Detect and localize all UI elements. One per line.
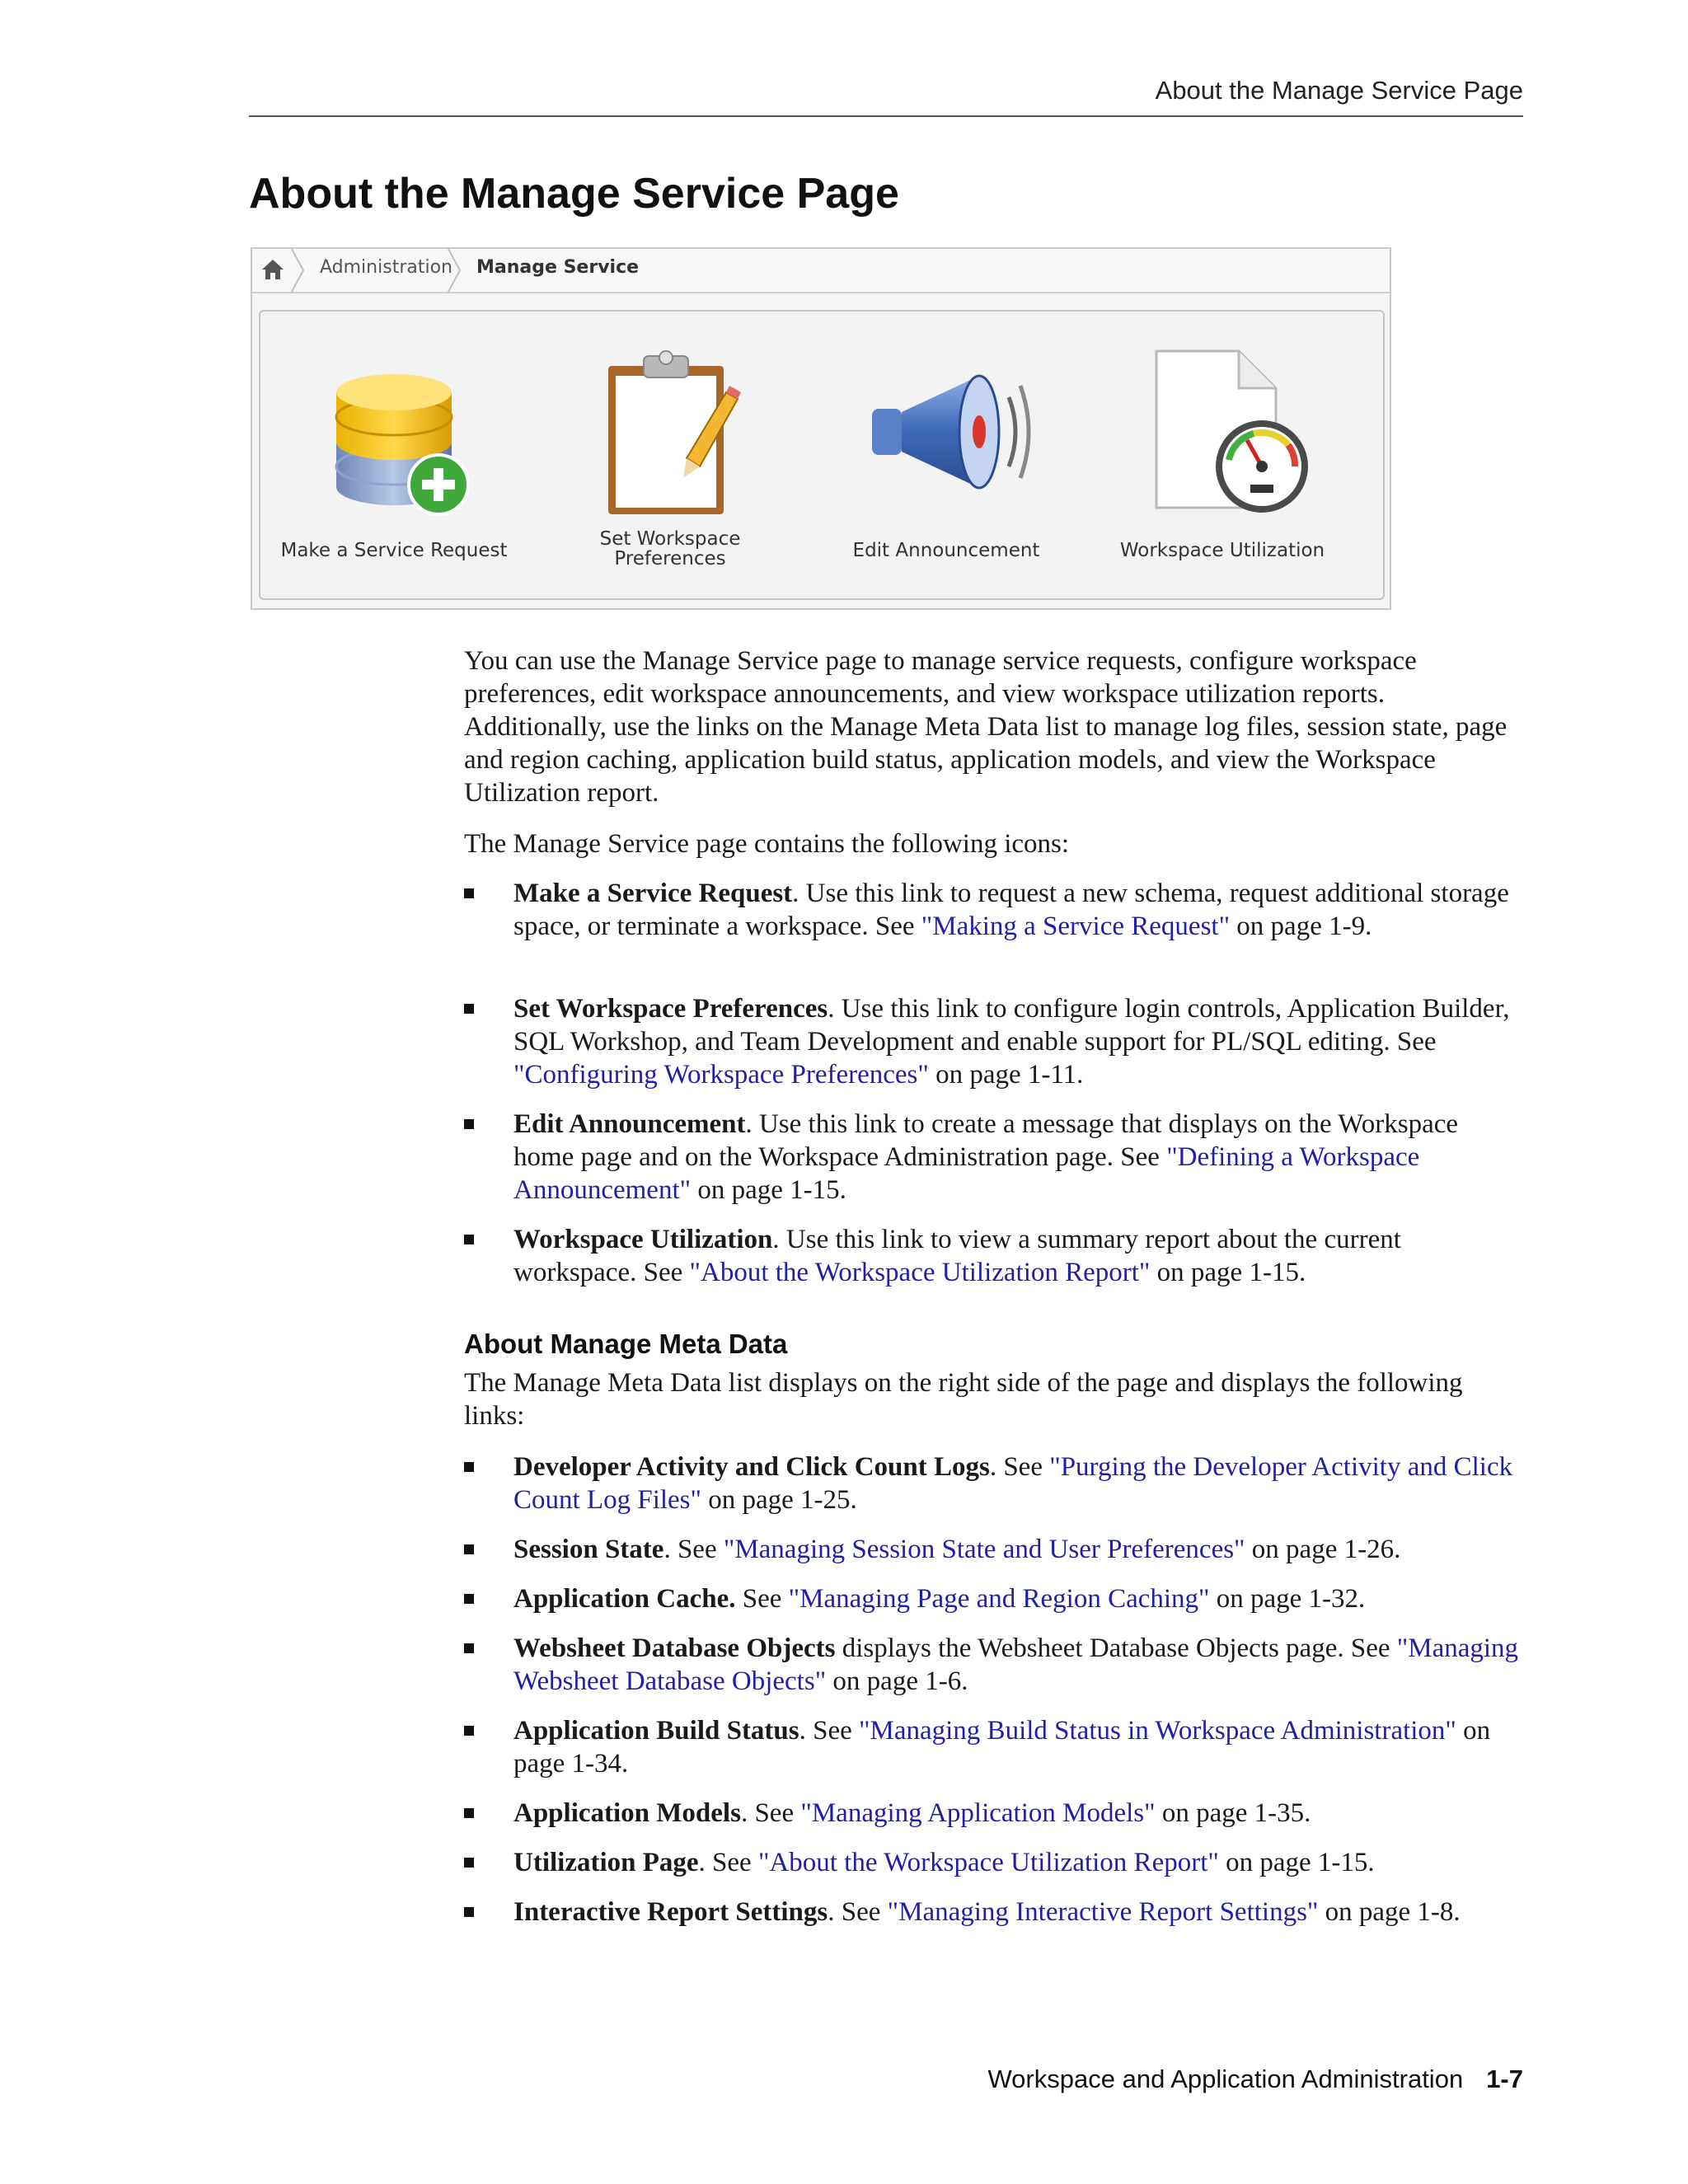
list-text: . Use this link to configure login controls, Application Builder, SQL Workshop, and Team Development and enable support for PL/SQL editing. See bbox=[513, 994, 1510, 1057]
list-text: on page 1-15. bbox=[1218, 1848, 1375, 1877]
bullet-icon bbox=[464, 1544, 474, 1554]
database-add-icon bbox=[303, 343, 485, 524]
list-text: on page 1-9. bbox=[1230, 912, 1372, 941]
tile-label: Edit Announcement bbox=[852, 540, 1040, 561]
breadcrumb-separator-icon bbox=[447, 249, 462, 292]
list-text: . See bbox=[989, 1452, 1050, 1482]
tile-set-workspace-preferences[interactable] bbox=[546, 312, 794, 602]
cross-reference-link[interactable]: "Managing Interactive Report Settings" bbox=[887, 1897, 1319, 1927]
bullet-icon bbox=[464, 1808, 474, 1818]
cross-reference-link[interactable]: "Managing Websheet Database Objects" bbox=[513, 1633, 1519, 1696]
list-text: . See bbox=[740, 1798, 801, 1828]
page-footer bbox=[249, 2064, 1523, 2094]
tile-make-service-request[interactable] bbox=[270, 312, 518, 602]
section-heading: About Manage Meta Data bbox=[464, 1329, 788, 1359]
cross-reference-link[interactable]: "About the Workspace Utilization Report" bbox=[689, 1258, 1151, 1287]
home-icon[interactable] bbox=[259, 255, 287, 284]
manage-service-icons-panel bbox=[259, 310, 1385, 600]
tile-label: Make a Service Request bbox=[280, 540, 508, 561]
list-text: . See bbox=[698, 1848, 758, 1877]
bullet-icon bbox=[464, 1643, 474, 1653]
bullet-icon bbox=[464, 1235, 474, 1244]
cross-reference-link[interactable]: "Managing Page and Region Caching" bbox=[788, 1584, 1210, 1614]
footer-section-title: Workspace and Application Administration bbox=[987, 2064, 1464, 2093]
cross-reference-link[interactable]: "Purging the Developer Activity and Click Count Log Files" bbox=[513, 1452, 1513, 1515]
list-text: . Use this link to request a new schema, request additional storage space, or terminate a workspace. See bbox=[513, 879, 1509, 941]
list-term: Edit Announcement bbox=[513, 1109, 746, 1139]
list-text: displays the Websheet Database Objects page. See bbox=[835, 1633, 1397, 1663]
cross-reference-link[interactable]: "Managing Session State and User Preferences" bbox=[723, 1535, 1245, 1564]
list-term: Application Cache. bbox=[513, 1584, 736, 1614]
list-text: on page 1-11. bbox=[928, 1060, 1084, 1090]
list-text: on page 1-26. bbox=[1245, 1535, 1401, 1564]
list-term: Application Build Status bbox=[513, 1716, 799, 1746]
bullet-icon bbox=[464, 1726, 474, 1736]
cross-reference-link[interactable]: "About the Workspace Utilization Report" bbox=[757, 1848, 1219, 1877]
bullet-icon bbox=[464, 1858, 474, 1868]
list-text: . Use this link to create a message that displays on the Workspace home page and on the Workspace Administration page. See bbox=[513, 1109, 1459, 1172]
cross-reference-link[interactable]: "Configuring Workspace Preferences" bbox=[513, 1060, 929, 1090]
tile-label-line2: Preferences bbox=[614, 548, 726, 569]
list-term: Application Models bbox=[513, 1798, 741, 1828]
cross-reference-link[interactable]: "Defining a Workspace Announcement" bbox=[513, 1142, 1420, 1205]
running-head: About the Manage Service Page bbox=[1155, 76, 1523, 105]
document-gauge-icon bbox=[1132, 343, 1313, 524]
tile-label-line1: Set Workspace bbox=[599, 528, 741, 550]
list-text: on page 1-8. bbox=[1318, 1897, 1461, 1927]
cross-reference-link[interactable]: "Managing Build Status in Workspace Administration" bbox=[859, 1716, 1456, 1746]
list-term: Session State bbox=[513, 1535, 664, 1564]
list-term: Make a Service Request bbox=[513, 879, 793, 908]
bullet-icon bbox=[464, 1907, 474, 1917]
tile-label: Workspace Utilization bbox=[1119, 540, 1325, 561]
list-text: on page 1-35. bbox=[1155, 1798, 1311, 1828]
cross-reference-link[interactable]: "Managing Application Models" bbox=[800, 1798, 1156, 1828]
list-text: . See bbox=[663, 1535, 724, 1564]
breadcrumb-separator-icon bbox=[290, 249, 305, 292]
list-text: on page 1-15. bbox=[691, 1175, 846, 1205]
manage-service-screenshot bbox=[251, 247, 1391, 610]
list-term: Utilization Page bbox=[513, 1848, 699, 1877]
list-text: . See bbox=[828, 1897, 888, 1927]
clipboard-pencil-icon bbox=[579, 343, 761, 524]
breadcrumb-administration[interactable]: Administration bbox=[320, 257, 452, 278]
page-title: About the Manage Service Page bbox=[249, 170, 899, 218]
icons-intro-paragraph: The Manage Service page contains the following icons: bbox=[464, 829, 1070, 859]
list-text: on page 1-6. bbox=[826, 1666, 968, 1696]
list-text: on page 1-32. bbox=[1209, 1584, 1366, 1614]
bullet-icon bbox=[464, 888, 474, 898]
list-text: on page 1-34. bbox=[513, 1716, 1491, 1779]
tile-edit-announcement[interactable] bbox=[823, 312, 1070, 602]
list-term: Set Workspace Preferences bbox=[513, 994, 828, 1024]
bullet-icon bbox=[464, 1462, 474, 1472]
bullet-icon bbox=[464, 1004, 474, 1014]
bullet-icon bbox=[464, 1594, 474, 1604]
list-term: Interactive Report Settings bbox=[513, 1897, 828, 1927]
list-text: See bbox=[735, 1584, 789, 1614]
breadcrumb bbox=[252, 249, 1390, 293]
page-number: 1-7 bbox=[1486, 2064, 1523, 2093]
cross-reference-link[interactable]: "Making a Service Request" bbox=[921, 912, 1231, 941]
megaphone-icon bbox=[856, 343, 1037, 524]
breadcrumb-manage-service: Manage Service bbox=[476, 257, 640, 278]
list-text: on page 1-25. bbox=[701, 1485, 857, 1515]
list-text: on page 1-15. bbox=[1150, 1258, 1306, 1287]
intro-paragraph: You can use the Manage Service page to manage service requests, configure workspace preferences, edit workspace announcements, and view workspace utilization reports. Additionally, use the links on the Manage Meta Data list to manage log files, session state, page and region caching, application build status, application models, and view the Workspace Utilization report. bbox=[464, 646, 1507, 808]
tile-workspace-utilization[interactable] bbox=[1099, 312, 1346, 602]
header-rule bbox=[249, 115, 1523, 117]
list-term: Developer Activity and Click Count Logs bbox=[513, 1452, 990, 1482]
list-term: Workspace Utilization bbox=[513, 1225, 773, 1254]
list-term: Websheet Database Objects bbox=[513, 1633, 836, 1663]
bullet-icon bbox=[464, 1119, 474, 1129]
list-text: . See bbox=[799, 1716, 860, 1746]
meta-intro-paragraph: The Manage Meta Data list displays on the right side of the page and displays the following links: bbox=[464, 1368, 1463, 1431]
list-text: . Use this link to view a summary report about the current workspace. See bbox=[513, 1225, 1401, 1287]
